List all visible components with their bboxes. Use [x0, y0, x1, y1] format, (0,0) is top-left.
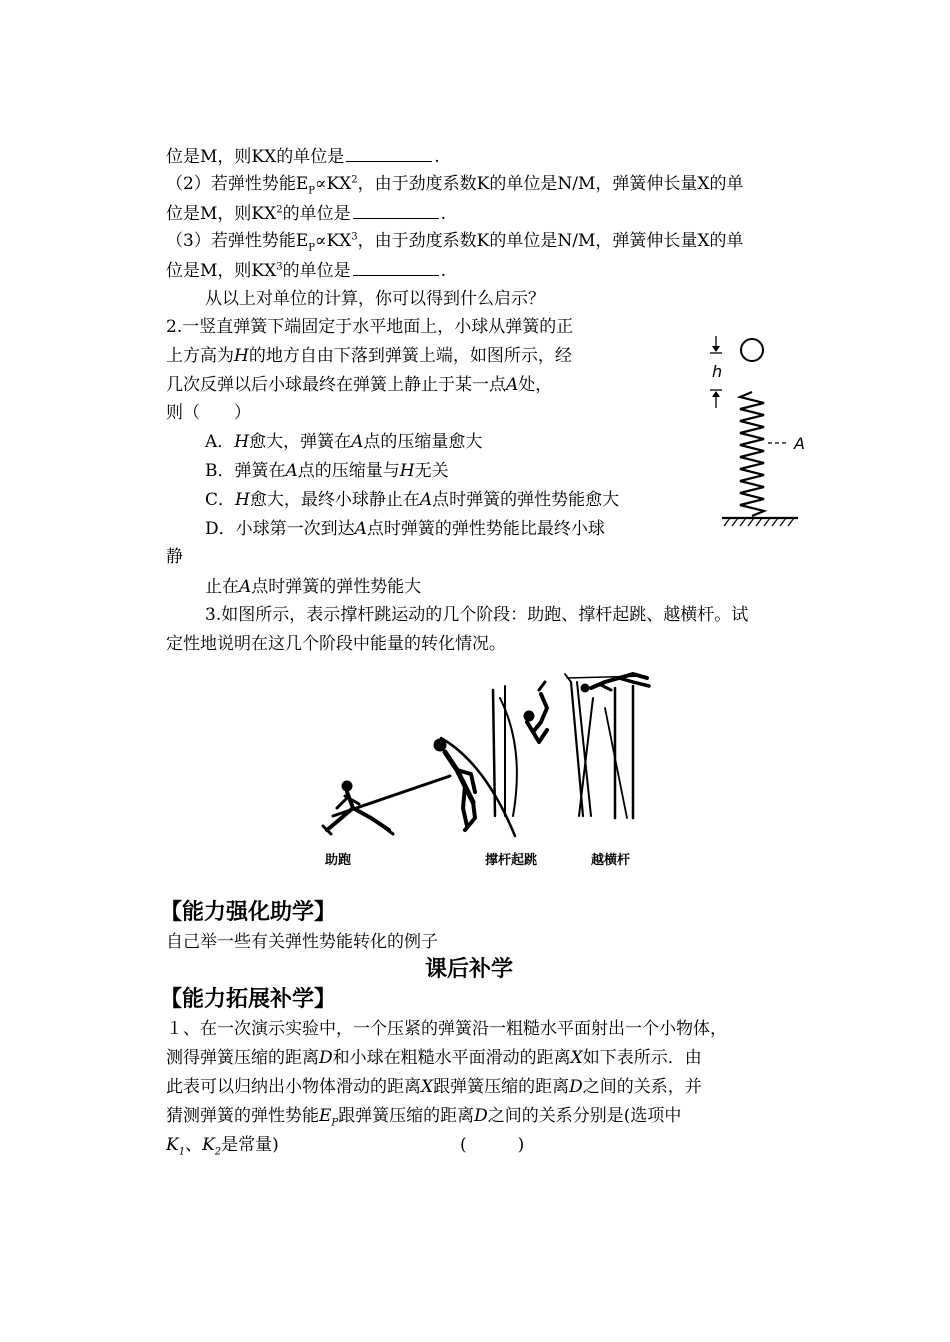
answer-blank[interactable]	[353, 202, 439, 219]
text: 几次反弹以后小球最终在弹簧上静止于某一点	[166, 375, 506, 395]
text: 和小球在粗糙水平面滑动的距离	[332, 1048, 571, 1068]
superscript: 3	[351, 231, 358, 243]
var-h: H	[399, 461, 415, 481]
var-x: X	[421, 1077, 434, 1097]
text: B．弹簧在	[205, 461, 286, 481]
text: 之间的关系，并	[582, 1077, 702, 1097]
text: .	[434, 147, 440, 167]
text: D．小球第一次到达	[205, 519, 355, 539]
text: 位是M，则KX	[166, 204, 277, 224]
pole-vault-figure	[315, 668, 670, 873]
section-heading-strengthen: 【能力强化助学】	[160, 900, 337, 925]
var-e: E	[319, 1106, 332, 1126]
takeoff-figure-icon	[434, 738, 515, 836]
var-k2: K	[202, 1135, 215, 1155]
text: 位是M，则KX的单位是	[166, 147, 345, 167]
text: 点的压缩量与	[297, 461, 400, 481]
text: .	[440, 261, 446, 281]
text: 上方高为	[166, 346, 234, 366]
var-d: D	[569, 1077, 583, 1097]
text: A．	[205, 432, 235, 452]
ball-icon	[741, 339, 763, 361]
page-subtitle: 课后补学	[425, 957, 514, 982]
text: 猜测弹簧的弹性势能	[166, 1106, 319, 1126]
var-a: A	[419, 490, 433, 510]
var-d: D	[474, 1106, 488, 1126]
var-h: H	[234, 432, 250, 452]
text: ，由于劲度系数K的单位是N/M，弹簧伸长量X的单	[357, 174, 744, 194]
text: ∝KX	[314, 231, 352, 251]
text: 如下表所示．由	[582, 1048, 702, 1068]
ground-hatching	[724, 518, 794, 526]
q2-option-d-cont1: 静	[166, 547, 183, 567]
var-h: H	[235, 490, 250, 510]
text: 之间的关系分别是(选项中	[487, 1106, 682, 1126]
text: 跟弹簧压缩的距离	[433, 1077, 570, 1097]
label-a: A	[794, 434, 805, 453]
subscript: P	[308, 242, 315, 254]
q1-sub2-line2	[166, 202, 446, 225]
q1-sub2-line1	[166, 173, 743, 195]
superscript: 3	[276, 261, 283, 273]
var-a: A	[285, 461, 298, 481]
caption-run: 助跑	[325, 853, 352, 868]
var-x: X	[570, 1048, 583, 1068]
text: 、	[185, 1135, 203, 1155]
text: 处，	[518, 375, 553, 395]
answer-blank[interactable]	[346, 145, 432, 162]
subscript: P	[308, 185, 315, 197]
text: 点时弹簧的弹性势能愈大	[432, 490, 620, 510]
q2-line3	[166, 374, 552, 396]
text: 跟弹簧压缩的距离	[338, 1106, 475, 1126]
ext-q1-line5	[166, 1134, 279, 1156]
q2-option-b[interactable]	[205, 460, 449, 482]
ext-q1-line4	[166, 1105, 681, 1127]
vault-figure-icon	[493, 682, 547, 816]
text: ∝KX	[314, 174, 352, 194]
spring-icon	[740, 392, 764, 516]
q2-line2	[166, 345, 572, 367]
label-h: h	[712, 362, 723, 381]
var-a: A	[506, 375, 519, 395]
q1-sub3-line1	[166, 230, 743, 252]
q2-option-d[interactable]	[205, 518, 605, 540]
text: 点时弹簧的弹性势能比最终小球	[366, 519, 605, 539]
superscript: 2	[276, 204, 283, 216]
section-heading-extend: 【能力拓展补学】	[160, 987, 337, 1012]
q2-line1: 2.一竖直弹簧下端固定于水平地面上，小球从弹簧的正	[166, 317, 574, 337]
q2-line4: 则（ ）	[166, 403, 251, 423]
answer-blank[interactable]	[353, 259, 439, 276]
text: （2）若弹性势能E	[166, 174, 309, 194]
var-d: D	[319, 1048, 333, 1068]
caption-takeoff: 撑杆起跳	[485, 853, 538, 868]
var-a: A	[239, 577, 252, 597]
text: 位是M，则KX	[166, 261, 277, 281]
var-a: A	[354, 519, 367, 539]
text: C．	[205, 490, 236, 510]
q2-option-a[interactable]	[205, 431, 482, 453]
subscript: P	[331, 1117, 339, 1129]
text: 是常量)	[221, 1135, 279, 1155]
text: 的单位是	[282, 261, 351, 281]
q1-line1	[166, 145, 440, 168]
caption-over-bar: 越横杆	[591, 853, 631, 868]
q2-option-c[interactable]	[205, 489, 619, 511]
text: 的单位是	[282, 204, 351, 224]
text: 点时弹簧的弹性势能大	[251, 577, 422, 597]
text: 无关	[414, 461, 449, 481]
text: ，由于劲度系数K的单位是N/M，弹簧伸长量X的单	[357, 231, 744, 251]
q1-sub3-line2	[166, 259, 446, 282]
text: 愈大，弹簧在	[249, 432, 352, 452]
q3-line2: 定性地说明在这几个阶段中能量的转化情况。	[166, 634, 506, 654]
spring-figure	[700, 330, 815, 535]
q1-inspire: 从以上对单位的计算，你可以得到什么启示？	[205, 289, 545, 309]
q2-option-d-cont2	[205, 576, 421, 598]
bar-clearance-figure-icon	[565, 674, 649, 818]
superscript: 2	[351, 174, 358, 186]
q3-line1: 3.如图所示，表示撑杆跳运动的几个阶段：助跑、撑杆起跳、越横杆。试	[205, 605, 749, 625]
text: 止在	[205, 577, 239, 597]
answer-parentheses[interactable]: ( )	[460, 1135, 525, 1155]
text: 点的压缩量愈大	[363, 432, 483, 452]
text: （3）若弹性势能E	[166, 231, 309, 251]
var-k1: K	[166, 1135, 179, 1155]
text: 此表可以归纳出小物体滑动的距离	[166, 1077, 421, 1097]
text: 测得弹簧压缩的距离	[166, 1048, 319, 1068]
var-a: A	[351, 432, 364, 452]
ext-q1-line3	[166, 1076, 702, 1098]
text: 的地方自由下落到弹簧上端，如图所示，经	[248, 346, 572, 366]
subscript: 1	[178, 1146, 186, 1158]
subscript: 2	[214, 1146, 222, 1158]
var-h: H	[234, 346, 249, 366]
section-strengthen-text: 自己举一些有关弹性势能转化的例子	[166, 932, 438, 952]
ext-q1-line1: １、在一次演示实验中，一个压紧的弹簧沿一粗糙水平面射出一个小物体，	[166, 1019, 727, 1039]
runner-figure-icon	[323, 776, 450, 834]
text: .	[440, 204, 446, 224]
arrow-down-icon	[712, 346, 720, 352]
text: 愈大，最终小球静止在	[249, 490, 420, 510]
ext-q1-line2	[166, 1047, 702, 1069]
